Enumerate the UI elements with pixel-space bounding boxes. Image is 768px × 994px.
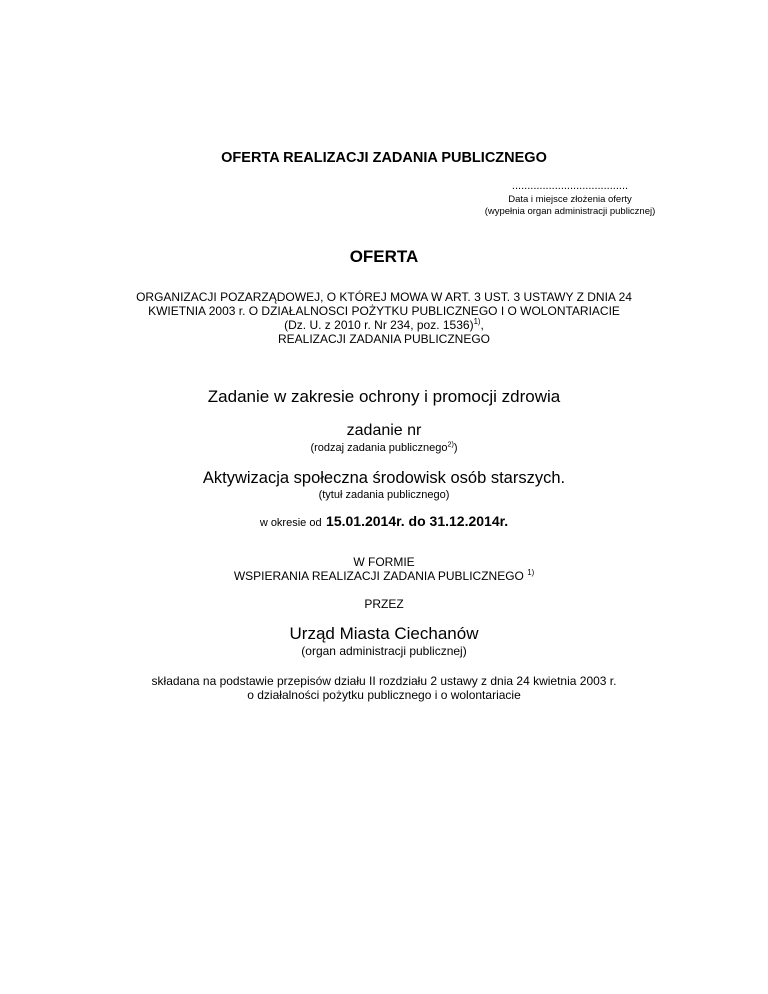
org-line-3-text: (Dz. U. z 2010 r. Nr 234, poz. 1536) [284, 318, 474, 332]
task-type-note [0, 442, 768, 455]
period [0, 513, 768, 531]
date-dots: ...................................... [511, 180, 629, 192]
heading: OFERTA [349, 247, 419, 266]
footnote-ref: 1) [473, 317, 481, 326]
date-note: (wypełnia organ administracji publicznej) [484, 206, 656, 217]
date-label: Data i miejsce złożenia oferty [508, 194, 632, 205]
basis-line-2: o działalności pożytku publicznego i o wolontariacie [247, 688, 521, 702]
task-type-note-close: ) [453, 442, 458, 454]
footnote-ref: 1) [527, 568, 535, 577]
task-title: Aktywizacja społeczna środowisk osób starszych. [202, 469, 566, 487]
basis-line-1: składana na podstawie przepisów działu II rozdziału 2 ustawy z dnia 24 kwietnia 2003 r. [151, 674, 617, 688]
by-label: PRZEZ [364, 597, 404, 611]
task-type-note-text: (rodzaj zadania publicznego [310, 442, 448, 454]
org-line-1: ORGANIZACJI POZARZĄDOWEJ, O KTÓREJ MOWA W ART. 3 UST. 3 USTAWY Z DNIA 24 [136, 290, 632, 304]
footnote-ref: 2) [447, 440, 454, 449]
form-label: W FORMIE [353, 555, 415, 569]
main-title: OFERTA REALIZACJI ZADANIA PUBLICZNEGO [221, 150, 547, 166]
task-scope: Zadanie w zakresie ochrony i promocji zdrowia [207, 387, 561, 406]
task-number: zadanie nr [346, 422, 422, 439]
org-line-3 [0, 319, 768, 333]
org-line-3-tail: , [480, 318, 484, 332]
period-dates: 15.01.2014r. do 31.12.2014r. [326, 513, 509, 529]
authority: Urząd Miasta Ciechanów [289, 624, 479, 643]
form-value-text: WSPIERANIA REALIZACJI ZADANIA PUBLICZNEGO [233, 569, 524, 583]
org-line-4: REALIZACJI ZADANIA PUBLICZNEGO [277, 332, 491, 346]
form-value [0, 570, 768, 584]
period-prefix: w okresie od [259, 517, 322, 529]
authority-note: (organ administracji publicznej) [301, 644, 467, 658]
org-line-2: KWIETNIA 2003 r. O DZIAŁALNOSCI POŻYTKU PUBLICZNEGO I O WOLONTARIACIE [148, 304, 620, 318]
task-title-note: (tytuł zadania publicznego) [318, 489, 450, 501]
